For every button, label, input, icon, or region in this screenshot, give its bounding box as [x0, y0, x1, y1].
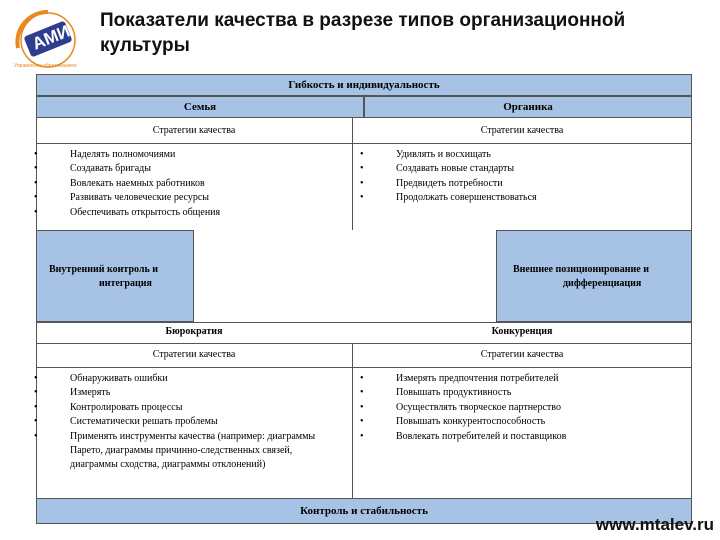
left-axis-line2: интеграция: [99, 278, 152, 289]
left-axis-band: [36, 230, 194, 322]
list-item: • Обнаруживать ошибки: [32, 372, 322, 386]
list-item: • Повышать продуктивность: [358, 386, 678, 400]
list-item: • Повышать конкурентоспособность: [358, 415, 678, 429]
family-subtitle: Стратегии качества: [152, 125, 236, 136]
competition-subtitle: Стратегии качества: [480, 349, 564, 360]
site-url: www.mtalev.ru: [595, 515, 714, 534]
list-item: • Продолжать совершенствоваться: [358, 191, 678, 205]
organica-strategy-list: [358, 148, 678, 206]
right-axis-line1: Внешнее позиционирование и: [513, 264, 649, 275]
bureaucracy-strategy-list: [32, 372, 322, 473]
list-item: • Наделять полномочиями: [32, 148, 342, 162]
left-axis-line1: Внутренний контроль и: [49, 264, 159, 275]
top-subtitle-rule: [36, 143, 692, 144]
list-item: • Систематически решать проблемы: [32, 415, 322, 429]
bottom-band-stability: Контроль и стабильность: [36, 498, 692, 524]
list-item: • Удивлять и восхищать: [358, 148, 678, 162]
middle-rule: [36, 322, 692, 323]
list-item: • Создавать бригады: [32, 162, 342, 176]
list-item: • Обеспечивать открытость общения: [32, 206, 342, 220]
family-strategy-list: [32, 148, 342, 220]
list-item: • Применять инструменты качества (например: диаграммы Парето, диаграммы причинно-следственных связей, диаграммы сходства, диаграммы отклонений): [32, 430, 322, 473]
list-item: • Измерять предпочтения потребителей: [358, 372, 678, 386]
logo-ring-text: Управление образованием: [14, 63, 77, 69]
top-band-flexibility: Гибкость и индивидуальность: [36, 74, 692, 96]
logo: [8, 8, 88, 72]
family-header: Семья: [36, 96, 364, 118]
list-item: • Развивать человеческие ресурсы: [32, 191, 342, 205]
bureaucracy-subtitle: Стратегии качества: [152, 349, 236, 360]
list-item: • Контролировать процессы: [32, 401, 322, 415]
organica-subtitle: Стратегии качества: [480, 125, 564, 136]
competition-strategy-list: [358, 372, 678, 444]
list-item: • Осуществлять творческое партнерство: [358, 401, 678, 415]
list-item: • Вовлекать потребителей и поставщиков: [358, 430, 678, 444]
top-divider: [352, 118, 353, 230]
list-item: • Предвидеть потребности: [358, 177, 678, 191]
bottom-head-rule: [36, 343, 692, 344]
list-item: • Вовлекать наемных работников: [32, 177, 342, 191]
competition-header: Конкуренция: [491, 326, 553, 337]
right-axis-line2: дифференциация: [563, 278, 642, 289]
organica-header: Органика: [364, 96, 692, 118]
right-axis-band: [496, 230, 692, 322]
bureaucracy-header: Бюрократия: [165, 326, 223, 337]
bottom-subtitle-rule: [36, 367, 692, 368]
logo-text: АМИ: [29, 21, 73, 54]
page-title: Показатели качества в разрезе типов организационной культуры: [100, 10, 626, 56]
list-item: • Измерять: [32, 386, 322, 400]
list-item: • Создавать новые стандарты: [358, 162, 678, 176]
